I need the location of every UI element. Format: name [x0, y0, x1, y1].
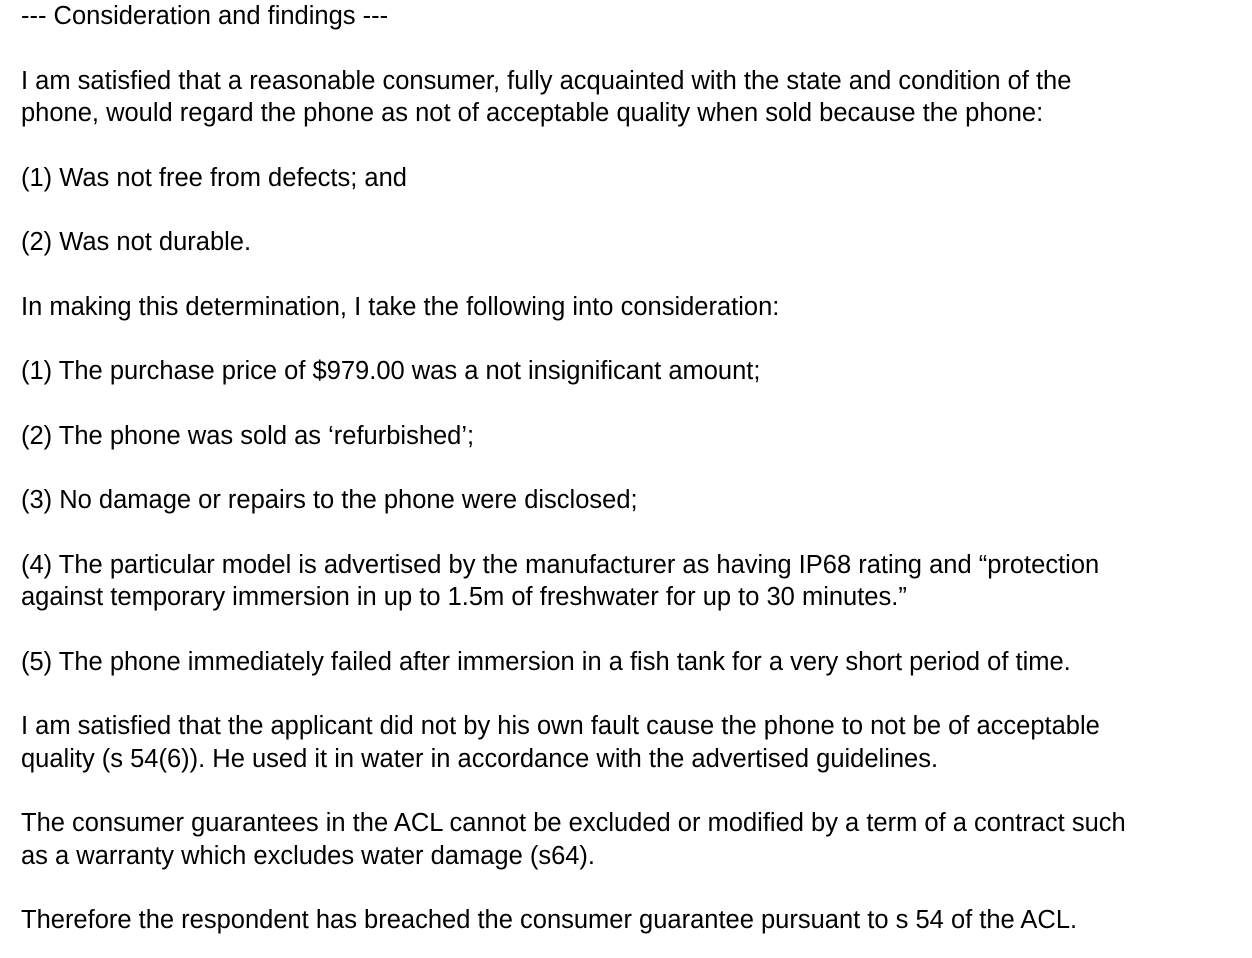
- list-item-text: (1) Was not free from defects; and: [21, 163, 407, 192]
- list-item-no-damage-disclosed: [21, 484, 1249, 517]
- paragraph-line: as a warranty which excludes water damage (s64).: [21, 841, 596, 870]
- list-item-immediately-failed: [21, 646, 1249, 679]
- paragraph-line: phone, would regard the phone as not of acceptable quality when sold because the phone:: [21, 99, 1044, 127]
- list-item-text: (1) The purchase price of $979.00 was a not insignificant amount;: [21, 357, 761, 385]
- list-item-text: against temporary immersion in up to 1.5m of freshwater for up to 30 minutes.”: [21, 583, 907, 611]
- list-item-text: (3) No damage or repairs to the phone were disclosed;: [21, 486, 638, 514]
- paragraph-applicant-not-at-fault: [21, 710, 1249, 775]
- paragraph-line: The consumer guarantees in the ACL cannot be excluded or modified by a term of a contract such: [21, 809, 1126, 837]
- list-item-text: (4) The particular model is advertised by the manufacturer as having IP68 rating and “protection: [21, 550, 1100, 579]
- paragraph-consumer-guarantees: [21, 807, 1249, 872]
- paragraph-line: I am satisfied that the applicant did not by his own fault cause the phone to not be of acceptable: [21, 712, 1100, 740]
- list-item-text: (5) The phone immediately failed after immersion in a fish tank for a very short period of time.: [21, 647, 1071, 676]
- list-item-not-free-from-defects: [21, 162, 1249, 195]
- section-heading: --- Consideration and findings ---: [21, 2, 389, 30]
- paragraph-line: quality (s 54(6)). He used it in water in accordance with the advertised guidelines.: [21, 744, 939, 773]
- document-body: [21, 0, 1249, 937]
- paragraph-line: Therefore the respondent has breached the consumer guarantee pursuant to s 54 of the ACL.: [21, 906, 1078, 934]
- list-item-refurbished: [21, 420, 1249, 453]
- list-item-purchase-price: [21, 355, 1249, 388]
- list-item-ip68-rating: [21, 549, 1249, 614]
- paragraph-conclusion: [21, 904, 1249, 937]
- paragraph-line: I am satisfied that a reasonable consumer, fully acquainted with the state and condition of the: [21, 66, 1072, 95]
- paragraph-satisfied-not-acceptable: [21, 65, 1249, 130]
- paragraph-line: In making this determination, I take the following into consideration:: [21, 292, 780, 321]
- list-item-text: (2) The phone was sold as ‘refurbished’;: [21, 421, 475, 450]
- list-item-text: (2) Was not durable.: [21, 228, 252, 256]
- list-item-not-durable: [21, 226, 1249, 259]
- paragraph-determination: [21, 291, 1249, 324]
